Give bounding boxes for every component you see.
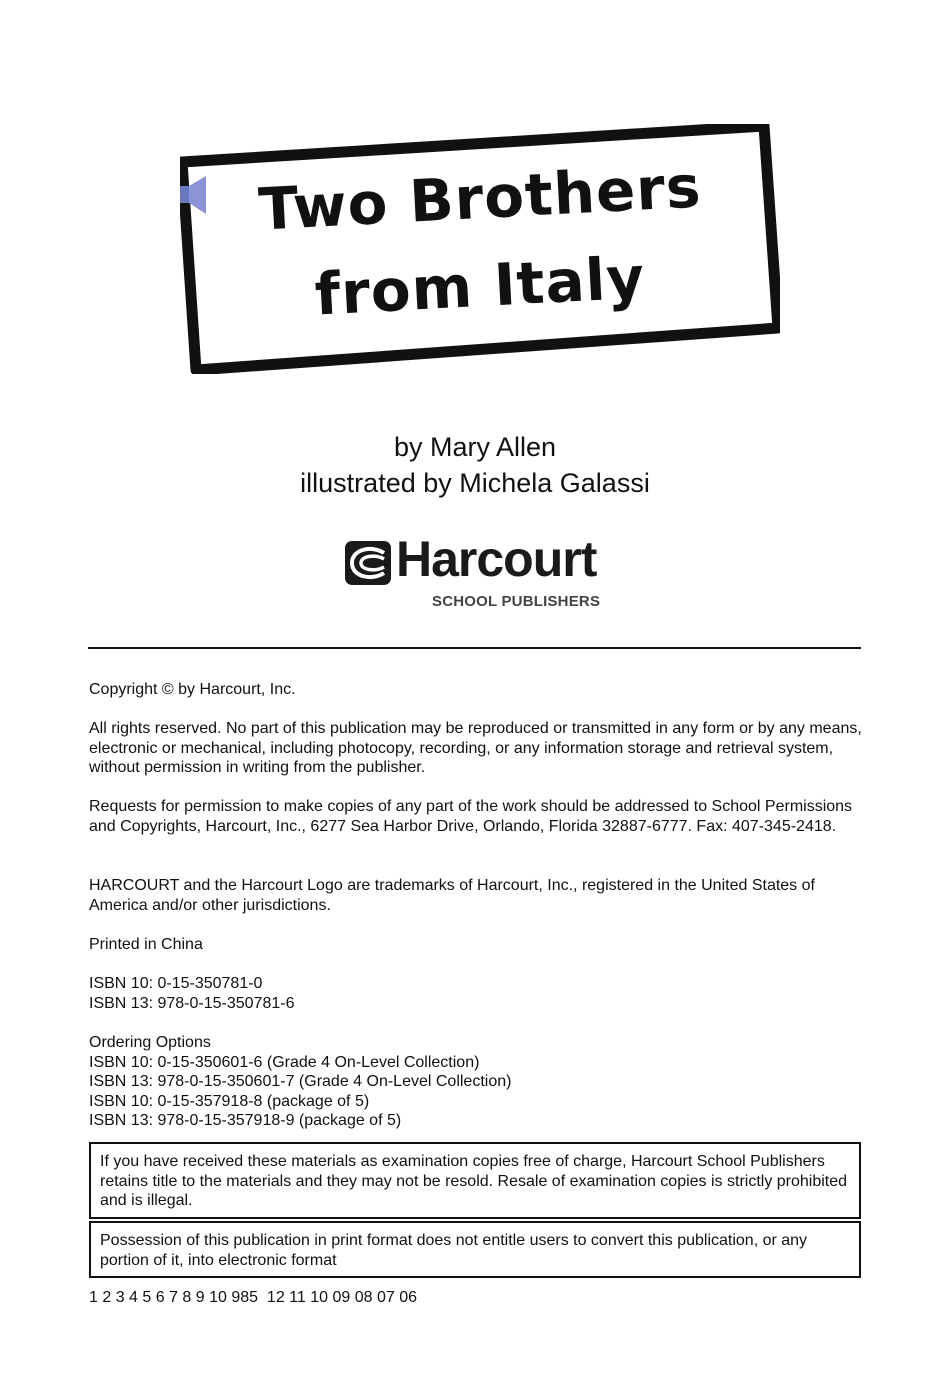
publisher-logo (344, 531, 614, 614)
printed-in-line: Printed in China (89, 936, 203, 953)
ordering-heading: Ordering Options (89, 1034, 211, 1051)
title-stamp (180, 124, 780, 374)
title-line-1: Two Brothers (257, 152, 703, 244)
isbn-line: ISBN 10: 0-15-350781-0 (89, 975, 263, 992)
harcourt-swirl-icon (344, 540, 392, 586)
print-line: 1 2 3 4 5 6 7 8 9 10 985 12 11 10 09 08 07 06 (89, 1289, 417, 1306)
logo-wordmark: Harcourt (396, 531, 597, 587)
speaker-icon[interactable] (180, 176, 208, 214)
electronic-format-notice-box: Possession of this publication in print format does not entitle users to convert this publication, or any portion of it, into electronic format (89, 1221, 861, 1278)
ordering-line: ISBN 13: 978-0-15-357918-9 (package of 5) (89, 1112, 402, 1130)
permissions-paragraph: Requests for permission to make copies of any part of the work should be addressed to School Permissions and Copyrights, Harcourt, Inc., 6277 Sea Harbor Drive, Orlando, Florida 32887-6777. Fax: 407-345-2418. (89, 798, 853, 835)
isbn-line: ISBN 13: 978-0-15-350781-6 (89, 994, 295, 1012)
illustrator-line: illustrated by Michela Galassi (300, 468, 650, 498)
trademark-paragraph: HARCOURT and the Harcourt Logo are trademarks of Harcourt, Inc., registered in the United States of America and/or other jurisdictions. (89, 877, 815, 914)
ordering-line: ISBN 10: 0-15-357918-8 (package of 5) (89, 1092, 370, 1110)
logo-subline: SCHOOL PUBLISHERS (432, 593, 601, 610)
title-line-2: from Italy (313, 243, 647, 329)
divider-rule (88, 647, 861, 649)
ordering-line: ISBN 10: 0-15-350601-6 (Grade 4 On-Level Collection) (89, 1053, 480, 1071)
ordering-line: ISBN 13: 978-0-15-350601-7 (Grade 4 On-Level Collection) (89, 1073, 512, 1091)
rights-paragraph: All rights reserved. No part of this publication may be reproduced or transmitted in any form or by any means, electronic or mechanical, including photocopy, recording, or any information storage and retrieval system, without permission in writing from the publisher. (89, 720, 862, 777)
examination-notice-box: If you have received these materials as examination copies free of charge, Harcourt School Publishers retains title to the materials and they may not be resold. Resale of examination copies is strictly prohibited and is illegal. (89, 1142, 861, 1219)
copyright-notice: Copyright © by Harcourt, Inc. (89, 681, 296, 698)
ordering-options (89, 1033, 864, 1131)
isbn-list (89, 974, 864, 1013)
author-line: by Mary Allen (393, 432, 557, 462)
